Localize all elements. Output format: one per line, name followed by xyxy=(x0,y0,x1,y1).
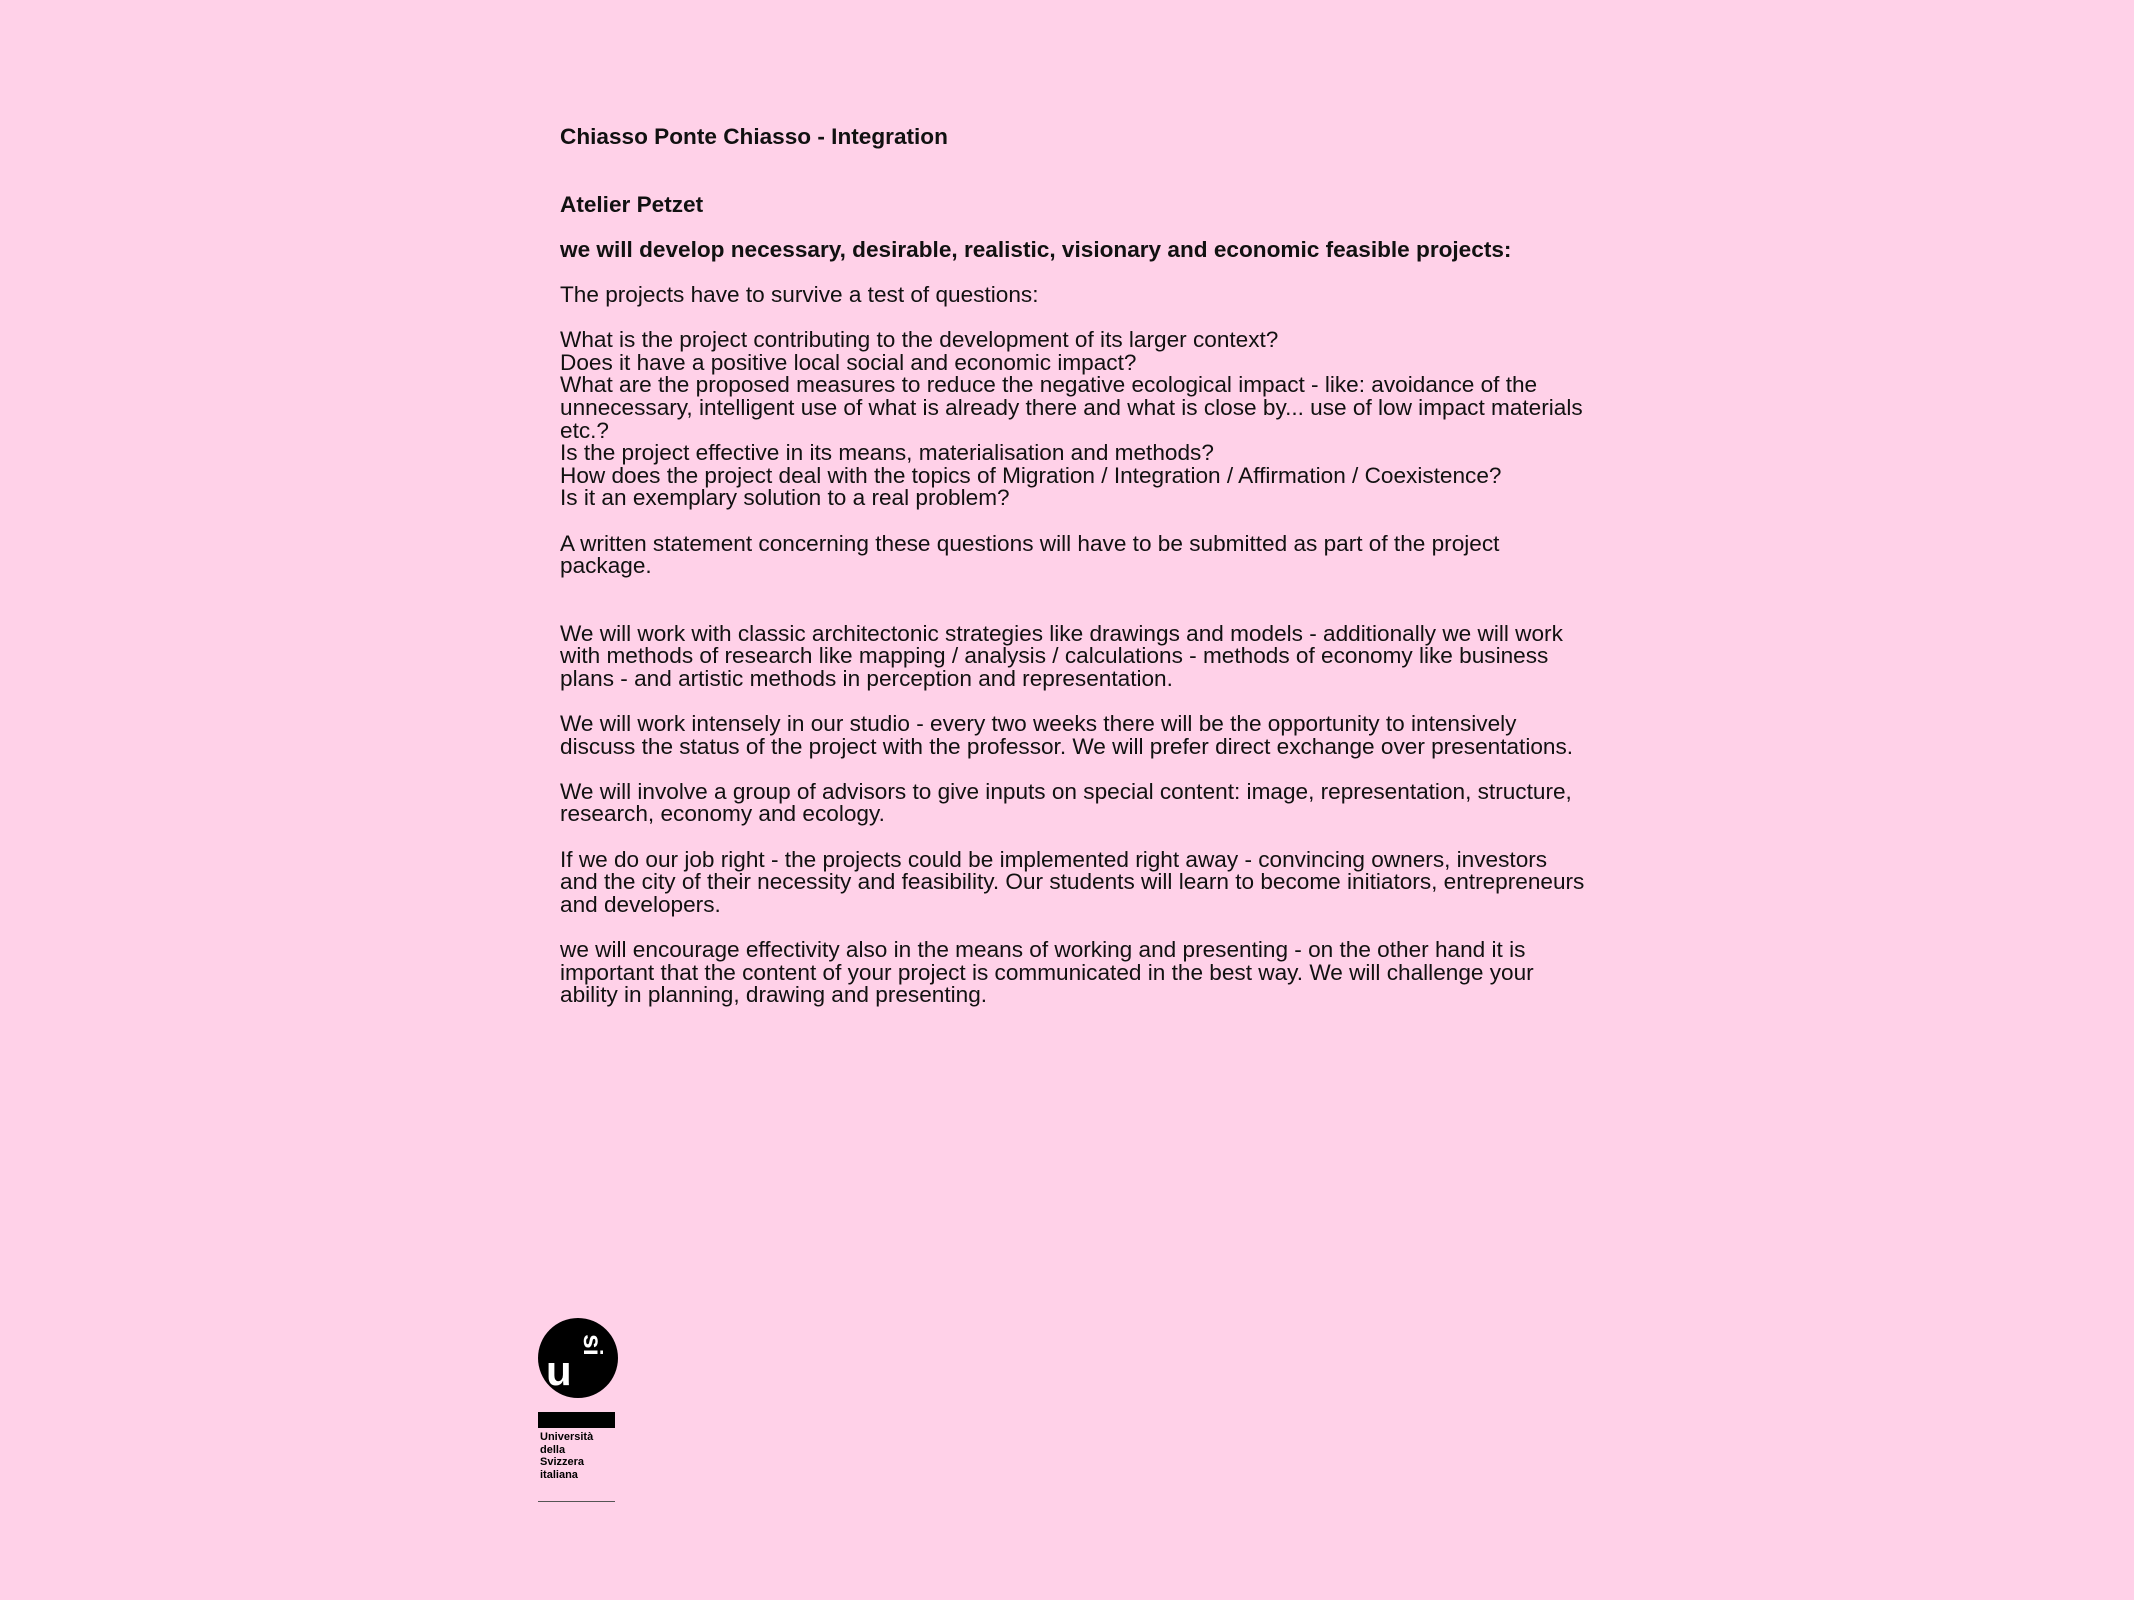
question-item: What are the proposed measures to reduce the negative ecological impact - like: avoidance of the unnecessary, intelligent use of what is already there and what is close by... use of low impact materials etc.? xyxy=(560,372,1583,443)
questions-intro: The projects have to survive a test of questions: xyxy=(560,281,1039,307)
logo-si-letters: si xyxy=(577,1334,608,1356)
question-item: Does it have a positive local social and economic impact? xyxy=(560,349,1137,375)
usi-logo-circle-icon xyxy=(538,1318,618,1398)
body-paragraph: If we do our job right - the projects could be implemented right away - convincing owners, investors and the city of their necessity and feasibility. Our students will learn to become initiators, entrepreneurs and developers. xyxy=(560,846,1585,917)
logo-line: italiana xyxy=(540,1468,578,1481)
logo-line: della xyxy=(540,1443,566,1456)
question-item: Is the project effective in its means, materialisation and methods? xyxy=(560,440,1214,466)
logo-line: Università xyxy=(540,1431,594,1443)
logo-divider xyxy=(538,1501,615,1502)
body-paragraph: we will encourage effectivity also in the means of working and presenting - on the other hand it is important that the content of your project is communicated in the best way. We will challenge your ability in planning, drawing and presenting. xyxy=(560,937,1534,1008)
document-title: Chiasso Ponte Chiasso - Integration xyxy=(560,124,948,149)
question-item: How does the project deal with the topics of Migration / Integration / Affirmation / Coexistence? xyxy=(560,462,1502,488)
usi-logo xyxy=(538,1318,618,1502)
body-paragraph: We will work intensely in our studio - every two weeks there will be the opportunity to intensively discuss the status of the project with the professor. We will prefer direct exchange over presentations. xyxy=(560,711,1574,759)
logo-wordmark xyxy=(538,1431,618,1481)
body-paragraph: We will involve a group of advisors to give inputs on special content: image, representation, structure, research, economy and ecology. xyxy=(560,778,1572,827)
body-paragraph: We will work with classic architectonic strategies like drawings and models - additionally we will work with methods of research like mapping / analysis / calculations - methods of economy like business plans - and artistic methods in perception and representation. xyxy=(560,620,1563,691)
logo-u-letter: u xyxy=(546,1347,572,1394)
logo-bar xyxy=(538,1412,615,1428)
lead-statement: we will develop necessary, desirable, realistic, visionary and economic feasible projects: xyxy=(560,236,1512,262)
questions-list xyxy=(560,329,1590,510)
statement-paragraph: A written statement concerning these questions will have to be submitted as part of the project package. xyxy=(560,530,1500,579)
atelier-name: Atelier Petzet xyxy=(560,191,704,217)
document-body xyxy=(560,126,1590,1007)
question-item: Is it an exemplary solution to a real problem? xyxy=(560,485,1010,511)
logo-line: Svizzera xyxy=(540,1456,585,1468)
question-item: What is the project contributing to the development of its larger context? xyxy=(560,327,1279,353)
